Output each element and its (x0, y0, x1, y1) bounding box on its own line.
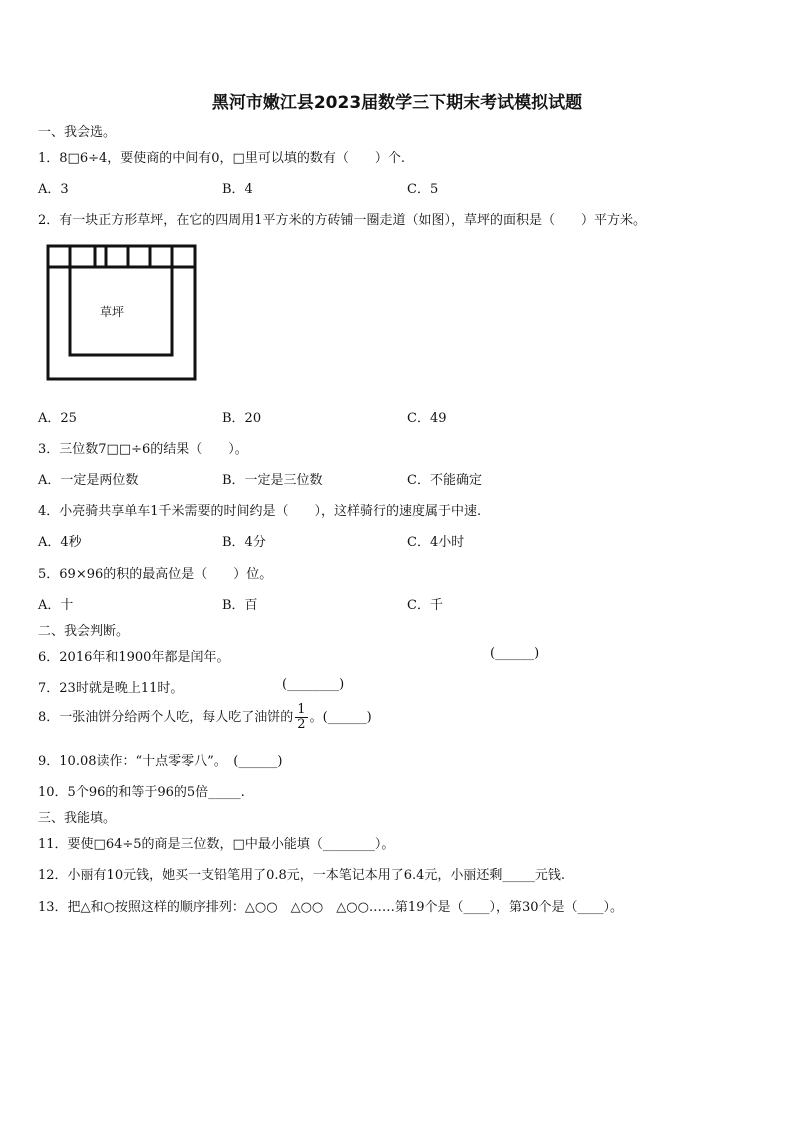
q1-option-b: B．4 (222, 182, 253, 197)
q5-option-a: A．十 (38, 598, 74, 613)
fraction-one-half (295, 703, 307, 732)
page-title: 黑河市嫩江县2023届数学三下期末考试模拟试题 (211, 93, 583, 113)
q4-option-a: A．4秒 (38, 535, 82, 550)
question-7: 7．23时就是晚上11时。 (38, 681, 184, 696)
lawn-figure (46, 244, 198, 382)
q1-option-a: A．3 (38, 182, 69, 197)
q5-option-b: B．百 (222, 598, 258, 613)
question-11: 11．要使□64÷5的商是三位数，□中最小能填（________）。 (38, 837, 395, 852)
q8-tail: 。(______) (309, 710, 372, 725)
question-4: 4．小亮骑共享单车1千米需要的时间约是（ ），这样骑行的速度属于中速. (38, 504, 482, 519)
lawn-label: 草坪 (99, 305, 125, 319)
question-12: 12．小丽有10元钱，她买一支铅笔用了0.8元，一本笔记本用了6.4元，小丽还剩_____元钱. (38, 868, 566, 883)
fraction-numerator: 1 (297, 702, 306, 717)
q5-option-c: C．千 (407, 598, 443, 613)
q3-option-a: A．一定是两位数 (38, 473, 139, 488)
q3-option-b: B．一定是三位数 (222, 473, 323, 488)
fraction-denominator: 2 (297, 717, 306, 732)
question-13: 13．把△和○按照这样的顺序排列：△○○ △○○ △○○……第19个是（____），第30个是（____）。 (38, 900, 624, 915)
q2-option-a: A．25 (38, 411, 77, 426)
question-10: 10．5个96的和等于96的5倍_____. (38, 785, 245, 800)
question-1: 1．8□6÷4，要使商的中间有0，□里可以填的数有（ ）个. (38, 151, 405, 166)
q3-option-c: C．不能确定 (407, 473, 482, 488)
q4-option-c: C．4小时 (407, 535, 465, 550)
question-3: 3．三位数7□□÷6的结果（ ）。 (38, 442, 248, 457)
q1-option-c: C．5 (407, 182, 439, 197)
section-heading-fill: 三、我能填。 (38, 811, 117, 826)
q7-answer-blank[interactable]: (________) (282, 677, 345, 692)
section-heading-judge: 二、我会判断。 (38, 624, 130, 639)
q2-option-c: C．49 (407, 411, 447, 426)
q2-option-b: B．20 (222, 411, 262, 426)
question-2: 2．有一块正方形草坪，在它的四周用1平方米的方砖铺一圈走道（如图），草坪的面积是（ ）平方米。 (38, 213, 647, 228)
section-heading-choice: 一、我会选。 (38, 125, 117, 140)
q8-text: 8．一张油饼分给两个人吃，每人吃了油饼的 (38, 710, 294, 725)
question-6: 6．2016年和1900年都是闰年。 (38, 650, 230, 665)
question-8 (38, 703, 372, 732)
question-5: 5．69×96的积的最高位是（ ）位。 (38, 567, 273, 582)
question-9: 9．10.08读作：“十点零零八”。 (______) (38, 754, 283, 769)
q4-option-b: B．4分 (222, 535, 266, 550)
q6-answer-blank[interactable]: (______) (490, 646, 540, 661)
